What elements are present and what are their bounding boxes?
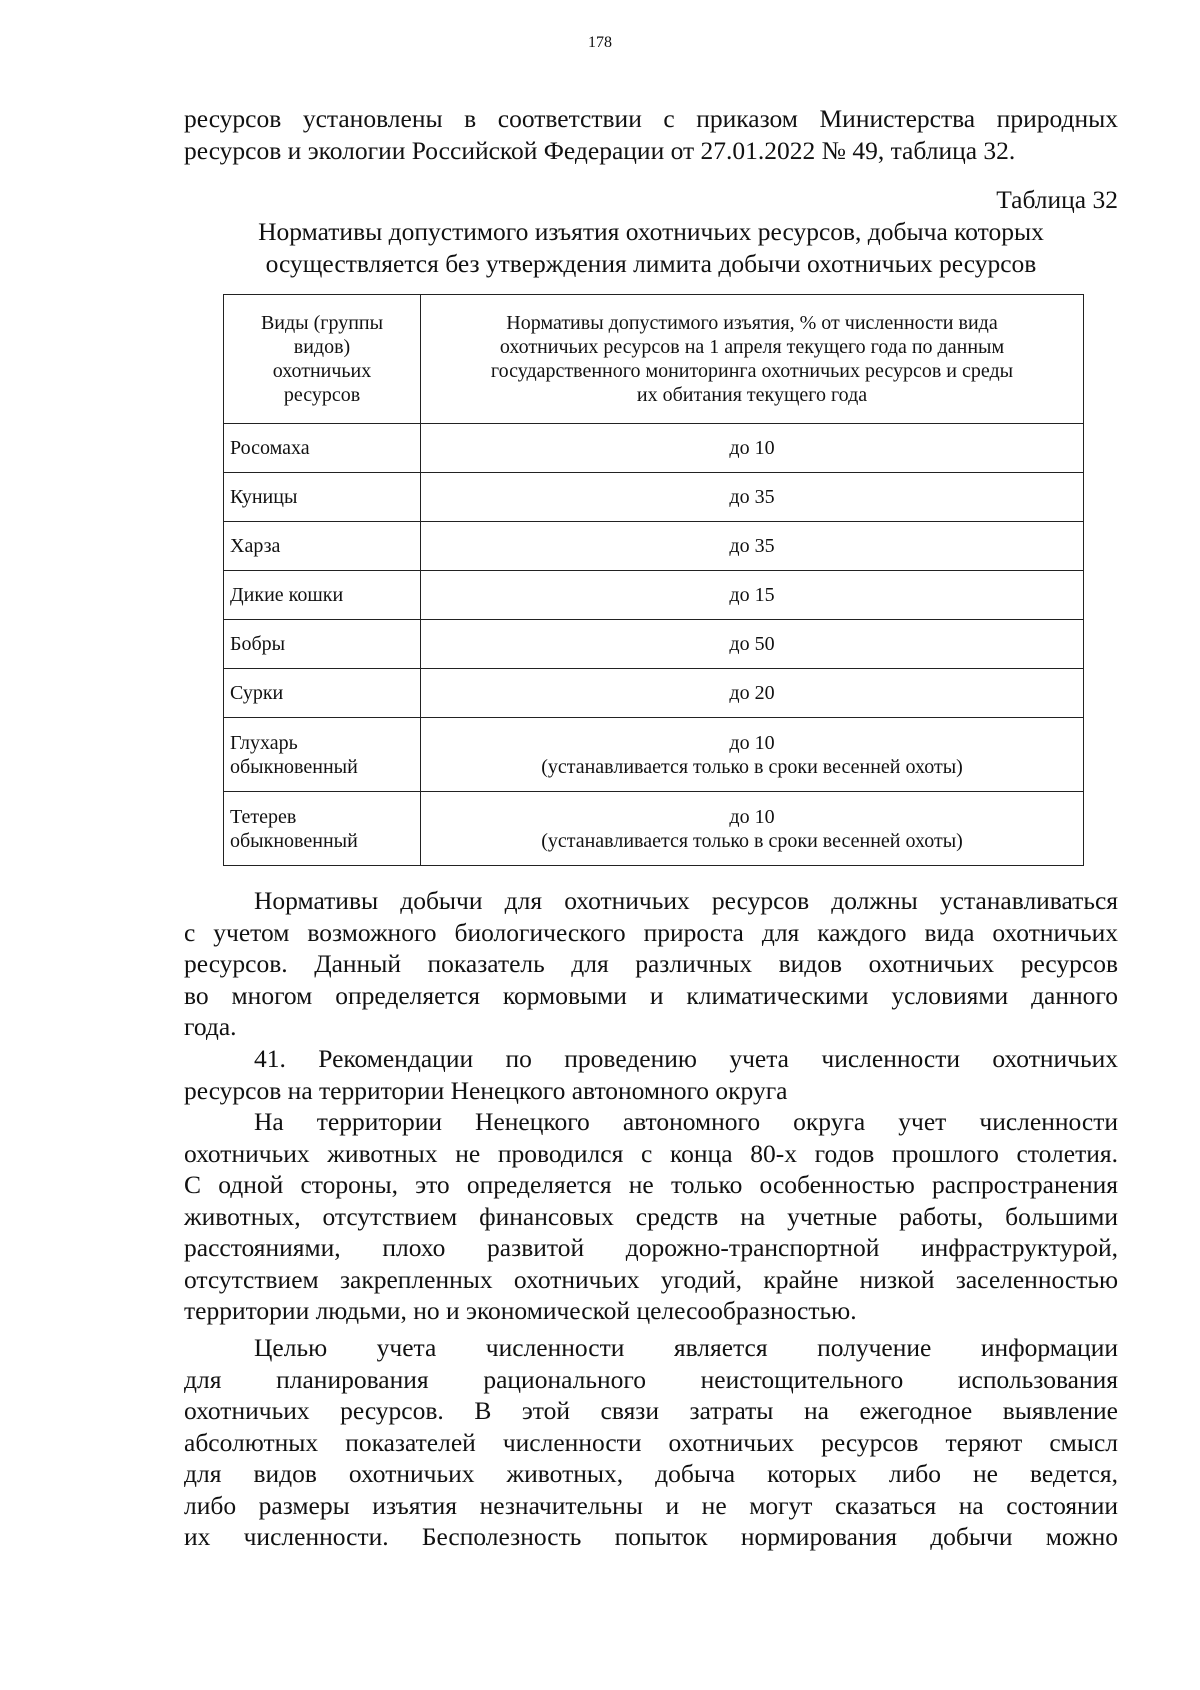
header-species — [224, 295, 421, 424]
intro-paragraph — [184, 103, 1118, 166]
paragraph-line: Целью учета численности является получение информации — [254, 1333, 1118, 1362]
species-line: обыкновенный — [230, 829, 358, 852]
paragraph-harvest-norms — [184, 885, 1118, 1043]
paragraph-line: во многом определяется кормовыми и климатическими условиями данного — [184, 980, 1118, 1010]
species-line: обыкновенный — [230, 755, 358, 778]
paragraph-line: Нормативы добычи для охотничьих ресурсов должны устанавливаться — [254, 886, 1118, 915]
paragraph-line: года. — [184, 1012, 237, 1041]
species-cell — [224, 718, 421, 792]
table-label: Таблица 32 — [996, 185, 1118, 214]
header-norm-line: государственного мониторинга охотничьих ресурсов и среды — [490, 360, 1014, 382]
paragraph-line: территории людьми, но и экономической целесообразностью. — [184, 1296, 857, 1325]
norm-line: до 10 — [729, 805, 775, 828]
species-cell: Сурки — [224, 669, 421, 718]
table-row — [224, 620, 1084, 669]
paragraph-line: абсолютных показателей численности охотничьих ресурсов теряют смысл — [184, 1427, 1118, 1457]
header-norm-line: охотничьих ресурсов на 1 апреля текущего года по данным — [499, 336, 1005, 358]
species-cell: Дикие кошки — [224, 571, 421, 620]
section-heading — [184, 1043, 1118, 1106]
norms-table — [223, 294, 1084, 866]
paragraph-line: для видов охотничьих животных, добыча которых либо не ведется, — [184, 1459, 1118, 1488]
paragraph-line: либо размеры изъятия незначительны и не могут сказаться на состоянии — [184, 1490, 1118, 1520]
species-line: Тетерев — [230, 805, 297, 828]
page-number: 178 — [588, 34, 612, 51]
header-species-line: охотничьих — [272, 360, 372, 382]
paragraph-line: их численности. Бесполезность попыток нормирования добычи можно — [184, 1522, 1118, 1551]
norm-note: (устанавливается только в сроки весенней охоты) — [541, 755, 963, 778]
species-cell: Куницы — [224, 473, 421, 522]
norm-cell: до 35 — [421, 473, 1084, 522]
table-row — [224, 522, 1084, 571]
header-species-line: ресурсов — [283, 384, 361, 406]
paragraph-census-purpose — [184, 1332, 1118, 1553]
header-norm-line: их обитания текущего года — [636, 384, 868, 406]
table-header-row — [224, 295, 1084, 424]
paragraph-line: С одной стороны, это определяется не только особенностью распространения — [184, 1170, 1118, 1199]
table-row — [224, 571, 1084, 620]
norm-line: до 10 — [729, 731, 775, 754]
paragraph-line: охотничьих животных не проводился с конца 80-х годов прошлого столетия. — [184, 1138, 1118, 1168]
paragraph-line: охотничьих ресурсов. В этой связи затраты на ежегодное выявление — [184, 1396, 1118, 1425]
table-title-line: Нормативы допустимого изъятия охотничьих ресурсов, добыча которых — [258, 217, 1044, 246]
paragraph-line: На территории Ненецкого автономного округа учет численности — [254, 1107, 1118, 1136]
norm-cell — [421, 718, 1084, 792]
paragraph-line: отсутствием закрепленных охотничьих угодий, крайне низкой заселенностью — [184, 1264, 1118, 1294]
paragraph-line: для планирования рационального неистощительного использования — [184, 1364, 1118, 1394]
table-row — [224, 792, 1084, 866]
species-cell: Росомаха — [224, 424, 421, 473]
header-norm — [421, 295, 1084, 424]
header-species-line: видов) — [293, 336, 351, 358]
norm-note: (устанавливается только в сроки весенней охоты) — [541, 829, 963, 852]
paragraph-line: расстояниями, плохо развитой дорожно-транспортной инфраструктурой, — [184, 1233, 1118, 1262]
norm-cell: до 35 — [421, 522, 1084, 571]
species-cell: Бобры — [224, 620, 421, 669]
table-row — [224, 718, 1084, 792]
table-row — [224, 473, 1084, 522]
header-species-line: Виды (группы — [260, 312, 384, 334]
table-title-line: осуществляется без утверждения лимита добычи охотничьих ресурсов — [265, 248, 1037, 278]
intro-line: ресурсов установлены в соответствии с приказом Министерства природных — [184, 104, 1118, 133]
table-row — [224, 424, 1084, 473]
paragraph-line: животных, отсутствием финансовых средств на учетные работы, большими — [184, 1201, 1118, 1231]
table-row — [224, 669, 1084, 718]
species-cell — [224, 792, 421, 866]
table-title — [184, 216, 1118, 279]
norm-cell — [421, 792, 1084, 866]
species-line: Глухарь — [230, 731, 298, 754]
species-cell: Харза — [224, 522, 421, 571]
paragraph-line: с учетом возможного биологического прироста для каждого вида охотничьих — [184, 917, 1118, 947]
section-heading-line: ресурсов на территории Ненецкого автономного округа — [184, 1075, 788, 1105]
section-heading-line: 41. Рекомендации по проведению учета численности охотничьих — [254, 1044, 1118, 1073]
norm-cell: до 10 — [421, 424, 1084, 473]
norm-cell: до 20 — [421, 669, 1084, 718]
paragraph-census-history — [184, 1106, 1118, 1327]
header-norm-line: Нормативы допустимого изъятия, % от численности вида — [506, 312, 998, 334]
norm-cell: до 50 — [421, 620, 1084, 669]
paragraph-line: ресурсов. Данный показатель для различных видов охотничьих ресурсов — [184, 949, 1118, 978]
norm-cell: до 15 — [421, 571, 1084, 620]
intro-line: ресурсов и экологии Российской Федерации от 27.01.2022 № 49, таблица 32. — [184, 135, 1016, 165]
